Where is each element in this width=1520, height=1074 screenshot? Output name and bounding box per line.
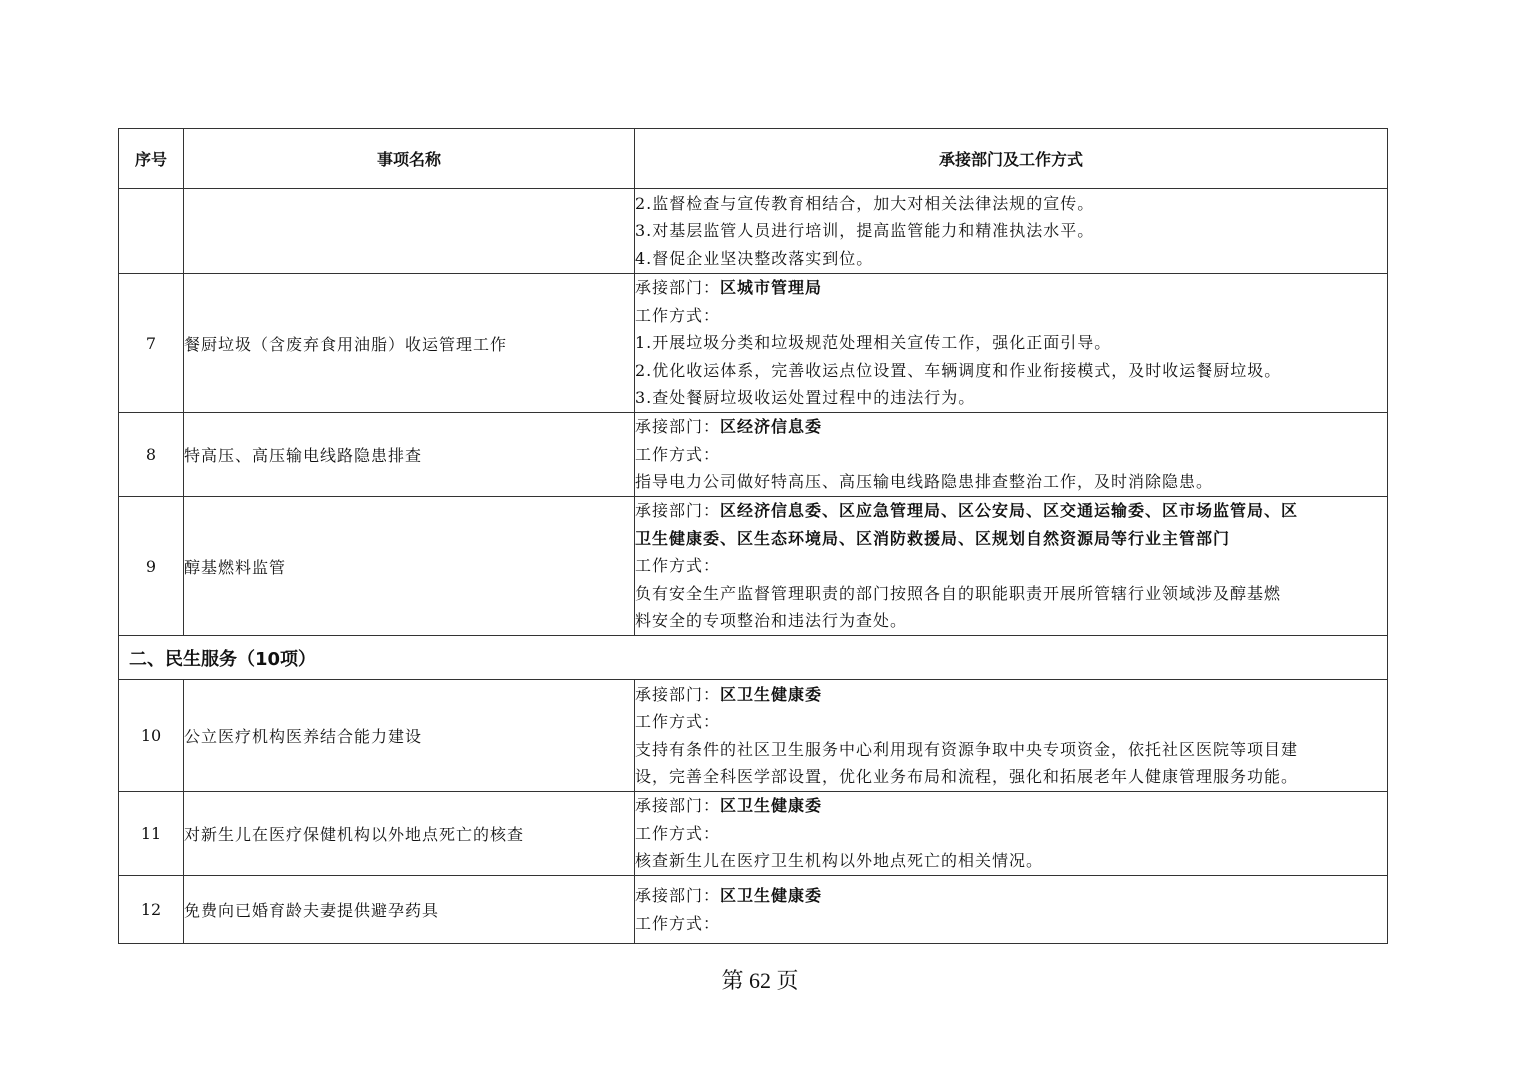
table-row	[119, 189, 1388, 274]
row-number: 7	[119, 274, 184, 413]
header-item-name: 事项名称	[184, 129, 635, 189]
section-title: 二、民生服务（10项）	[119, 636, 1388, 680]
table-row	[119, 680, 1388, 792]
row-item-name: 免费向已婚育龄夫妻提供避孕药具	[184, 876, 635, 944]
dept-label: 承接部门：	[635, 278, 721, 298]
dept-label: 承接部门：	[635, 684, 721, 704]
dept-line	[635, 882, 1387, 910]
dept-label: 承接部门：	[635, 417, 721, 437]
page-number: 第 62 页	[721, 968, 799, 993]
method-line: 核查新生儿在医疗卫生机构以外地点死亡的相关情况。	[635, 851, 1044, 871]
dept-line	[635, 413, 1387, 441]
method-line: 支持有条件的社区卫生服务中心利用现有资源争取中央专项资金，依托社区医院等项目建	[635, 739, 1299, 759]
method-line: 指导电力公司做好特高压、高压输电线路隐患排查整治工作，及时消除隐患。	[635, 472, 1214, 492]
items-table	[118, 128, 1388, 944]
row-item-name: 特高压、高压输电线路隐患排查	[184, 413, 635, 497]
table-row	[119, 413, 1388, 497]
table-row	[119, 274, 1388, 413]
dept-label: 承接部门：	[635, 796, 721, 816]
row-item-name: 醇基燃料监管	[184, 497, 635, 636]
dept-name: 区卫生健康委	[720, 886, 823, 905]
dept-name: 区城市管理局	[720, 278, 823, 298]
method-line: 2.优化收运体系，完善收运点位设置、车辆调度和作业衔接模式，及时收运餐厨垃圾。	[635, 360, 1282, 380]
row-method	[635, 876, 1388, 944]
way-label: 工作方式：	[635, 444, 721, 464]
dept-line	[635, 274, 1387, 302]
dept-name: 区卫生健康委	[720, 684, 823, 704]
row-item-name: 餐厨垃圾（含废弃食用油脂）收运管理工作	[184, 274, 635, 413]
way-label: 工作方式：	[635, 823, 721, 843]
row-method	[635, 274, 1388, 413]
row-method	[635, 413, 1388, 497]
dept-name: 区经济信息委、区应急管理局、区公安局、区交通运输委、区市场监管局、区	[720, 501, 1299, 521]
section-row	[119, 636, 1388, 680]
way-label: 工作方式：	[635, 712, 721, 731]
method-line: 2.监督检查与宣传教育相结合，加大对相关法律法规的宣传。	[635, 193, 1095, 213]
dept-name: 卫生健康委、区生态环境局、区消防救援局、区规划自然资源局等行业主管部门	[635, 528, 1231, 548]
row-method	[635, 497, 1388, 636]
dept-label: 承接部门：	[635, 501, 721, 521]
method-line: 3.对基层监管人员进行培训，提高监管能力和精准执法水平。	[635, 221, 1095, 241]
row-item-name: 公立医疗机构医养结合能力建设	[184, 680, 635, 792]
dept-line	[635, 525, 1387, 553]
dept-line	[635, 792, 1387, 820]
table-row	[119, 497, 1388, 636]
table-row	[119, 792, 1388, 876]
way-label: 工作方式：	[635, 556, 721, 576]
way-label: 工作方式：	[635, 305, 721, 325]
method-line: 设，完善全科医学部设置，优化业务布局和流程，强化和拓展老年人健康管理服务功能。	[635, 767, 1299, 786]
row-number: 10	[119, 680, 184, 792]
method-line: 3.查处餐厨垃圾收运处置过程中的违法行为。	[635, 388, 976, 408]
table-header-row	[119, 129, 1388, 189]
method-line: 料安全的专项整治和违法行为查处。	[635, 611, 908, 631]
dept-line	[635, 497, 1387, 525]
row-method	[635, 680, 1388, 792]
row-number: 8	[119, 413, 184, 497]
row-item-name	[184, 189, 635, 274]
dept-label: 承接部门：	[635, 886, 721, 905]
way-label: 工作方式：	[635, 913, 721, 933]
row-method	[635, 792, 1388, 876]
method-line: 4.督促企业坚决整改落实到位。	[635, 248, 874, 268]
row-method	[635, 189, 1388, 274]
row-number: 11	[119, 792, 184, 876]
header-dept-method: 承接部门及工作方式	[635, 129, 1388, 189]
dept-line	[635, 681, 1387, 709]
row-number: 12	[119, 876, 184, 944]
table-row	[119, 876, 1388, 944]
dept-name: 区经济信息委	[720, 417, 823, 437]
dept-name: 区卫生健康委	[720, 796, 823, 816]
row-item-name: 对新生儿在医疗保健机构以外地点死亡的核查	[184, 792, 635, 876]
method-line: 负有安全生产监督管理职责的部门按照各自的职能职责开展所管辖行业领域涉及醇基燃	[635, 583, 1282, 603]
method-line: 1.开展垃圾分类和垃圾规范处理相关宣传工作，强化正面引导。	[635, 333, 1112, 353]
row-number	[119, 189, 184, 274]
header-serial: 序号	[119, 129, 184, 189]
row-number: 9	[119, 497, 184, 636]
